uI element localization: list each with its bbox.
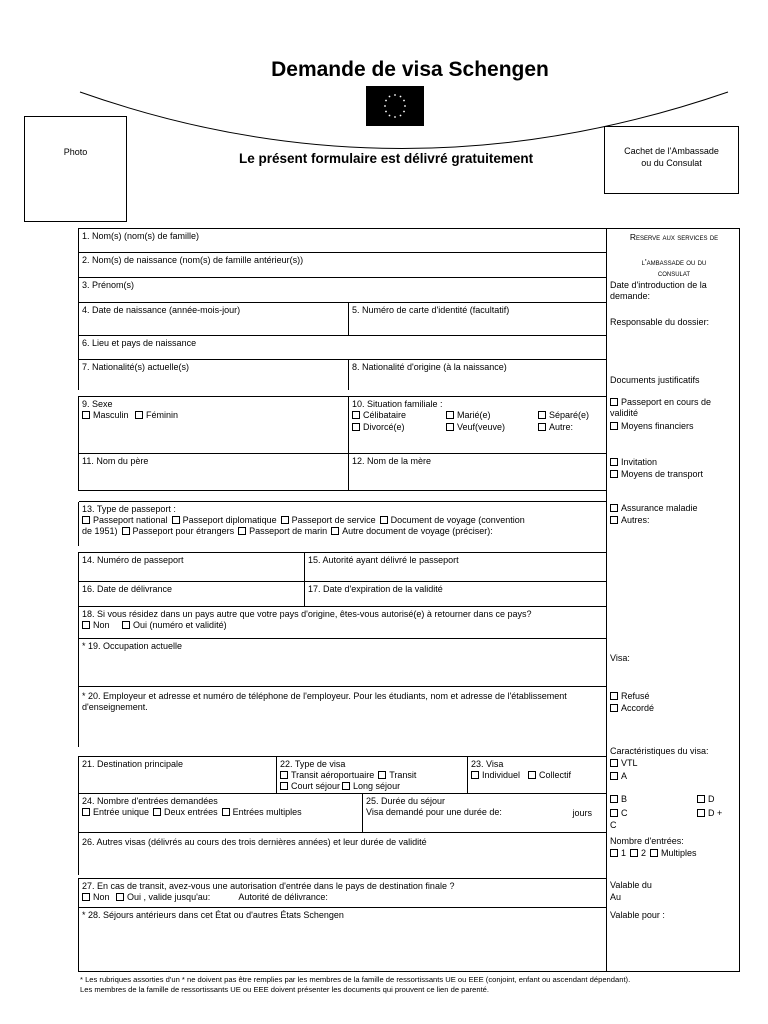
sex-female-option[interactable]: [135, 410, 178, 421]
row-24-25: [79, 794, 606, 833]
passport-seaman-option[interactable]: [238, 526, 327, 537]
transit-yes-option[interactable]: [116, 892, 210, 903]
visa-individual-label: Individuel: [482, 770, 521, 780]
return-no-option[interactable]: [82, 620, 110, 631]
valid-from-label: Valable du: [610, 880, 652, 890]
doc-insurance-label: Assurance maladie: [621, 503, 698, 513]
field-14-label: 14. Numéro de passeport: [82, 555, 184, 565]
type-d-option[interactable]: [697, 794, 737, 805]
field-9-label: 9. Sexe: [82, 399, 113, 409]
form-main: [79, 229, 606, 971]
field-3-label: 3. Prénom(s): [82, 280, 135, 290]
field-25[interactable]: [362, 794, 606, 832]
visa-granted-option[interactable]: [610, 703, 738, 714]
field-25-label: 25. Durée du séjour: [366, 796, 446, 806]
checkbox-icon[interactable]: [610, 470, 618, 478]
checkbox-icon[interactable]: [331, 527, 339, 535]
type-dplus-option[interactable]: [697, 808, 737, 819]
field-1-label: 1. Nom(s) (nom(s) de famille): [82, 231, 200, 241]
passport-foreigners-option[interactable]: [122, 526, 235, 537]
transit-no-option[interactable]: [82, 892, 110, 903]
field-28[interactable]: [79, 908, 606, 972]
visa-characteristics-label: Caractéristiques du visa:: [610, 746, 709, 756]
entry-single-label: Entrée unique: [93, 807, 150, 817]
row-21-23: [79, 756, 606, 794]
checkbox-icon[interactable]: [281, 516, 289, 524]
stamp-box: [604, 126, 739, 194]
valid-to-label: Au: [610, 892, 622, 902]
field-18: [79, 607, 606, 639]
field-24-label: 24. Nombre d'entrées demandées: [82, 796, 218, 806]
return-yes-option[interactable]: [122, 620, 227, 631]
row-11-12: [79, 454, 606, 491]
checkbox-icon[interactable]: [610, 759, 618, 767]
field-11[interactable]: [79, 454, 348, 490]
field-1[interactable]: [79, 229, 606, 253]
visa-refused-label: Refusé: [621, 691, 650, 701]
passport-service-option[interactable]: [281, 515, 376, 526]
visa-granted-label: Accordé: [621, 703, 655, 713]
field-12[interactable]: [348, 454, 606, 490]
field-19-label: * 19. Occupation actuelle: [82, 641, 183, 651]
status-other-label: Autre:: [549, 422, 574, 432]
checkbox-icon[interactable]: [82, 621, 90, 629]
return-yes-label: Oui (numéro et validité): [133, 620, 227, 630]
checkbox-icon[interactable]: [82, 411, 90, 419]
row-4-5: [79, 303, 606, 336]
entries-2-option[interactable]: [630, 848, 646, 859]
visa-transit-label: Transit: [389, 770, 417, 780]
status-divorced-option[interactable]: [352, 422, 405, 433]
field-23: [467, 757, 606, 793]
stamp-line1: Cachet de l'Ambassade: [624, 146, 719, 156]
field-5[interactable]: [348, 303, 606, 335]
entry-double-label: Deux entrées: [164, 807, 218, 817]
status-separated-label: Séparé(e): [549, 410, 590, 420]
doc-other-option[interactable]: [610, 515, 738, 526]
eu-flag-icon: [366, 86, 424, 126]
type-c-cont-label: C: [610, 820, 617, 830]
field-28-label: * 28. Séjours antérieurs dans cet État ou d'autres États Schengen: [82, 910, 344, 920]
checkbox-icon[interactable]: [172, 516, 180, 524]
checkbox-icon[interactable]: [280, 771, 288, 779]
visa-long-stay-label: Long séjour: [353, 781, 401, 791]
visa-airport-transit-option[interactable]: [280, 770, 374, 781]
checkbox-icon[interactable]: [697, 809, 705, 817]
checkbox-icon[interactable]: [610, 692, 618, 700]
doc-invitation-label: Invitation: [621, 457, 658, 467]
entries-1-label: 1: [621, 848, 627, 858]
checkbox-icon[interactable]: [610, 422, 618, 430]
visa-airport-transit-label: Transit aéroportuaire: [291, 770, 375, 780]
doc-other-label: Autres:: [621, 515, 650, 525]
checkbox-icon[interactable]: [82, 893, 90, 901]
field-25-sub: Visa demandé pour une durée de:: [366, 807, 502, 817]
field-15-label: 15. Autorité ayant délivré le passeport: [308, 555, 459, 565]
row-14-15: [79, 552, 606, 582]
checkbox-icon[interactable]: [238, 527, 246, 535]
field-20-label: * 20. Employeur et adresse et numéro de téléphone de l'employeur. Pour les étudiants, nom et adresse de l'établissement d'enseignement.: [82, 691, 567, 712]
entry-double-option[interactable]: [153, 807, 218, 818]
checkbox-icon[interactable]: [380, 516, 388, 524]
checkbox-icon[interactable]: [352, 423, 360, 431]
field-27-label: 27. En cas de transit, avez-vous une autorisation d'entrée dans le pays de destination finale ?: [82, 881, 455, 891]
field-22-label: 22. Type de visa: [280, 759, 346, 769]
checkbox-icon[interactable]: [610, 849, 618, 857]
field-14[interactable]: [79, 553, 304, 581]
entry-multiple-option[interactable]: [222, 807, 302, 818]
photo-box: [24, 116, 127, 222]
checkbox-icon[interactable]: [610, 809, 618, 817]
type-vtl-label: VTL: [621, 758, 638, 768]
sex-male-label: Masculin: [93, 410, 129, 420]
checkbox-icon[interactable]: [610, 795, 618, 803]
visa-collective-label: Collectif: [539, 770, 572, 780]
status-married-option[interactable]: [446, 410, 491, 421]
doc-invitation-option[interactable]: [610, 457, 738, 468]
spacer: [78, 747, 607, 756]
form-title: Demande de visa Schengen: [271, 58, 549, 81]
checkbox-icon[interactable]: [630, 849, 638, 857]
checkbox-icon[interactable]: [352, 411, 360, 419]
type-dplus-label: D +: [708, 808, 723, 818]
visa-refused-option[interactable]: [610, 691, 738, 702]
checkbox-icon[interactable]: [538, 411, 546, 419]
entries-multiple-option[interactable]: [650, 848, 697, 859]
visa-individual-option[interactable]: [471, 770, 520, 781]
field-16-label: 16. Date de délivrance: [82, 584, 173, 594]
checkbox-icon[interactable]: [610, 398, 618, 406]
visa-short-stay-label: Court séjour: [291, 781, 341, 791]
date-intro-label: Date d'introduction de la demande:: [610, 280, 707, 301]
doc-transport-label: Moyens de transport: [621, 469, 704, 479]
type-d-label: D: [708, 794, 715, 804]
other-document-label: Autre document de voyage (préciser):: [342, 526, 493, 536]
entries-multiple-label: Multiples: [661, 848, 697, 858]
entries-options: [610, 848, 738, 859]
field-16[interactable]: [79, 582, 304, 606]
field-5-label: 5. Numéro de carte d'identité (facultatif): [352, 305, 510, 315]
status-single-label: Célibataire: [363, 410, 407, 420]
field-6-label: 6. Lieu et pays de naissance: [82, 338, 197, 348]
doc-passport-option[interactable]: [610, 397, 738, 419]
checkbox-icon[interactable]: [342, 782, 350, 790]
checkbox-icon[interactable]: [122, 527, 130, 535]
field-21[interactable]: [79, 757, 276, 793]
doc-funds-label: Moyens financiers: [621, 421, 694, 431]
entries-2-label: 2: [641, 848, 647, 858]
field-20[interactable]: [79, 687, 606, 748]
field-26-label: 26. Autres visas (délivrés au cours des trois dernières années) et leur durée de validité: [82, 837, 427, 847]
field-13-label: 13. Type de passeport :: [82, 504, 176, 514]
checkbox-icon[interactable]: [222, 808, 230, 816]
doc-passport-label: Passeport en cours de validité: [610, 397, 712, 418]
field-17[interactable]: [304, 582, 606, 606]
field-24: [79, 794, 362, 832]
field-9: [79, 397, 348, 453]
valid-for-label: Valable pour :: [610, 910, 665, 920]
checkbox-icon[interactable]: [697, 795, 705, 803]
status-married-label: Marié(e): [457, 410, 491, 420]
return-no-label: Non: [93, 620, 110, 630]
field-10: [348, 397, 606, 453]
field-3[interactable]: [79, 278, 606, 303]
field-26[interactable]: [79, 833, 606, 876]
field-11-label: 11. Nom du père: [82, 456, 149, 466]
field-25-unit: jours: [572, 808, 592, 818]
status-widowed-label: Veuf(veuve): [457, 422, 506, 432]
checkbox-icon[interactable]: [610, 772, 618, 780]
sex-male-option[interactable]: [82, 410, 129, 421]
type-a-option[interactable]: [610, 771, 738, 782]
checkbox-icon[interactable]: [153, 808, 161, 816]
reserve-line2: l'ambassade ou du: [641, 257, 707, 267]
travel-document-option[interactable]: [380, 515, 525, 526]
entries-1-option[interactable]: [610, 848, 626, 859]
visa-long-stay-option[interactable]: [342, 781, 400, 792]
checkbox-icon[interactable]: [528, 771, 536, 779]
footnote: * Les rubriques assorties d'un * ne doivent pas être remplies par les membres de la famille de ressortissants UE ou EEE (conjoint, enfant ou ascendant dépendant). Les membres de la famille de ressortissants UE ou EEE doivent présenter les documents qui prouvent ce lien de parenté.: [80, 975, 631, 994]
type-c-option[interactable]: [610, 808, 670, 819]
field-18-label: 18. Si vous résidez dans un pays autre que votre pays d'origine, êtes-vous autorisé(e) à retourner dans ce pays?: [82, 609, 532, 619]
status-single-option[interactable]: [352, 410, 406, 421]
travel-document-label: Document de voyage (convention: [390, 515, 525, 525]
photo-label: Photo: [63, 147, 88, 157]
checkbox-icon[interactable]: [610, 504, 618, 512]
passport-seaman-label: Passeport de marin: [249, 526, 328, 536]
passport-foreigners-label: Passeport pour étrangers: [132, 526, 235, 536]
checkbox-icon[interactable]: [471, 771, 479, 779]
transit-no-label: Non: [93, 892, 110, 902]
field-17-label: 17. Date d'expiration de la validité: [308, 584, 443, 594]
type-b-label: B: [621, 794, 628, 804]
checkbox-icon[interactable]: [135, 411, 143, 419]
field-4[interactable]: [79, 303, 348, 335]
field-27: [79, 878, 606, 908]
travel-document-label-cont: de 1951): [82, 526, 118, 536]
doc-insurance-option[interactable]: [610, 503, 738, 514]
reserve-line3: consulat: [657, 268, 691, 278]
passport-national-option[interactable]: [82, 515, 168, 526]
entry-multiple-label: Entrées multiples: [232, 807, 302, 817]
status-separated-option[interactable]: [538, 410, 589, 421]
row-16-17: [79, 582, 606, 607]
passport-diplomatic-option[interactable]: [172, 515, 277, 526]
type-c-label: C: [621, 808, 628, 818]
stamp-line2: ou du Consulat: [641, 158, 702, 168]
entries-count-label: Nombre d'entrées:: [610, 836, 684, 846]
transit-authority-label: Autorité de délivrance:: [238, 892, 328, 902]
status-other-option[interactable]: [538, 422, 573, 433]
doc-funds-option[interactable]: [610, 421, 738, 432]
sex-female-label: Féminin: [146, 410, 179, 420]
field-21-label: 21. Destination principale: [82, 759, 184, 769]
field-19[interactable]: [79, 639, 606, 687]
checkbox-icon[interactable]: [650, 849, 658, 857]
passport-national-label: Passeport national: [93, 515, 168, 525]
field-7-label: 7. Nationalité(s) actuelle(s): [82, 362, 190, 372]
field-8-label: 8. Nationalité d'origine (à la naissance): [352, 362, 507, 372]
checkbox-icon[interactable]: [610, 516, 618, 524]
field-23-label: 23. Visa: [471, 759, 504, 769]
passport-service-label: Passeport de service: [291, 515, 376, 525]
visa-short-stay-option[interactable]: [280, 781, 340, 792]
passport-diplomatic-label: Passeport diplomatique: [182, 515, 277, 525]
checkbox-icon[interactable]: [446, 423, 454, 431]
doc-transport-option[interactable]: [610, 469, 738, 480]
other-document-option[interactable]: [331, 526, 493, 537]
documents-label: Documents justificatifs: [610, 375, 700, 385]
status-divorced-label: Divorcé(e): [363, 422, 405, 432]
field-10-label: 10. Situation familiale :: [352, 399, 443, 409]
checkbox-icon[interactable]: [446, 411, 454, 419]
status-widowed-option[interactable]: [446, 422, 505, 433]
embassy-reserved-panel: [606, 229, 740, 971]
field-13: [79, 501, 606, 552]
visa-transit-option[interactable]: [378, 770, 416, 781]
transit-yes-label: Oui , valide jusqu'au:: [127, 892, 211, 902]
field-22: [276, 757, 467, 793]
checkbox-icon[interactable]: [280, 782, 288, 790]
checkbox-icon[interactable]: [538, 423, 546, 431]
visa-form: [78, 228, 740, 972]
field-2[interactable]: [79, 253, 606, 278]
type-a-label: A: [621, 771, 628, 781]
checkbox-icon[interactable]: [82, 808, 90, 816]
field-4-label: 4. Date de naissance (année-mois-jour): [82, 305, 241, 315]
checkbox-icon[interactable]: [116, 893, 124, 901]
visa-collective-option[interactable]: [528, 770, 571, 781]
checkbox-icon[interactable]: [610, 458, 618, 466]
row-9-10: [79, 396, 606, 454]
type-b-option[interactable]: [610, 794, 670, 805]
visa-label: Visa:: [610, 653, 630, 663]
field-2-label: 2. Nom(s) de naissance (nom(s) de famille antérieur(s)): [82, 255, 304, 265]
checkbox-icon[interactable]: [122, 621, 130, 629]
entry-single-option[interactable]: [82, 807, 149, 818]
free-notice: Le présent formulaire est délivré gratuitement: [239, 151, 534, 166]
field-15[interactable]: [304, 553, 606, 581]
reserve-line1: Reserve aux services de: [629, 232, 719, 242]
field-6[interactable]: [79, 336, 606, 360]
checkbox-icon[interactable]: [82, 516, 90, 524]
responsable-label: Responsable du dossier:: [610, 317, 710, 327]
checkbox-icon[interactable]: [378, 771, 386, 779]
field-12-label: 12. Nom de la mère: [352, 456, 432, 466]
checkbox-icon[interactable]: [610, 704, 618, 712]
type-vtl-option[interactable]: [610, 758, 738, 769]
